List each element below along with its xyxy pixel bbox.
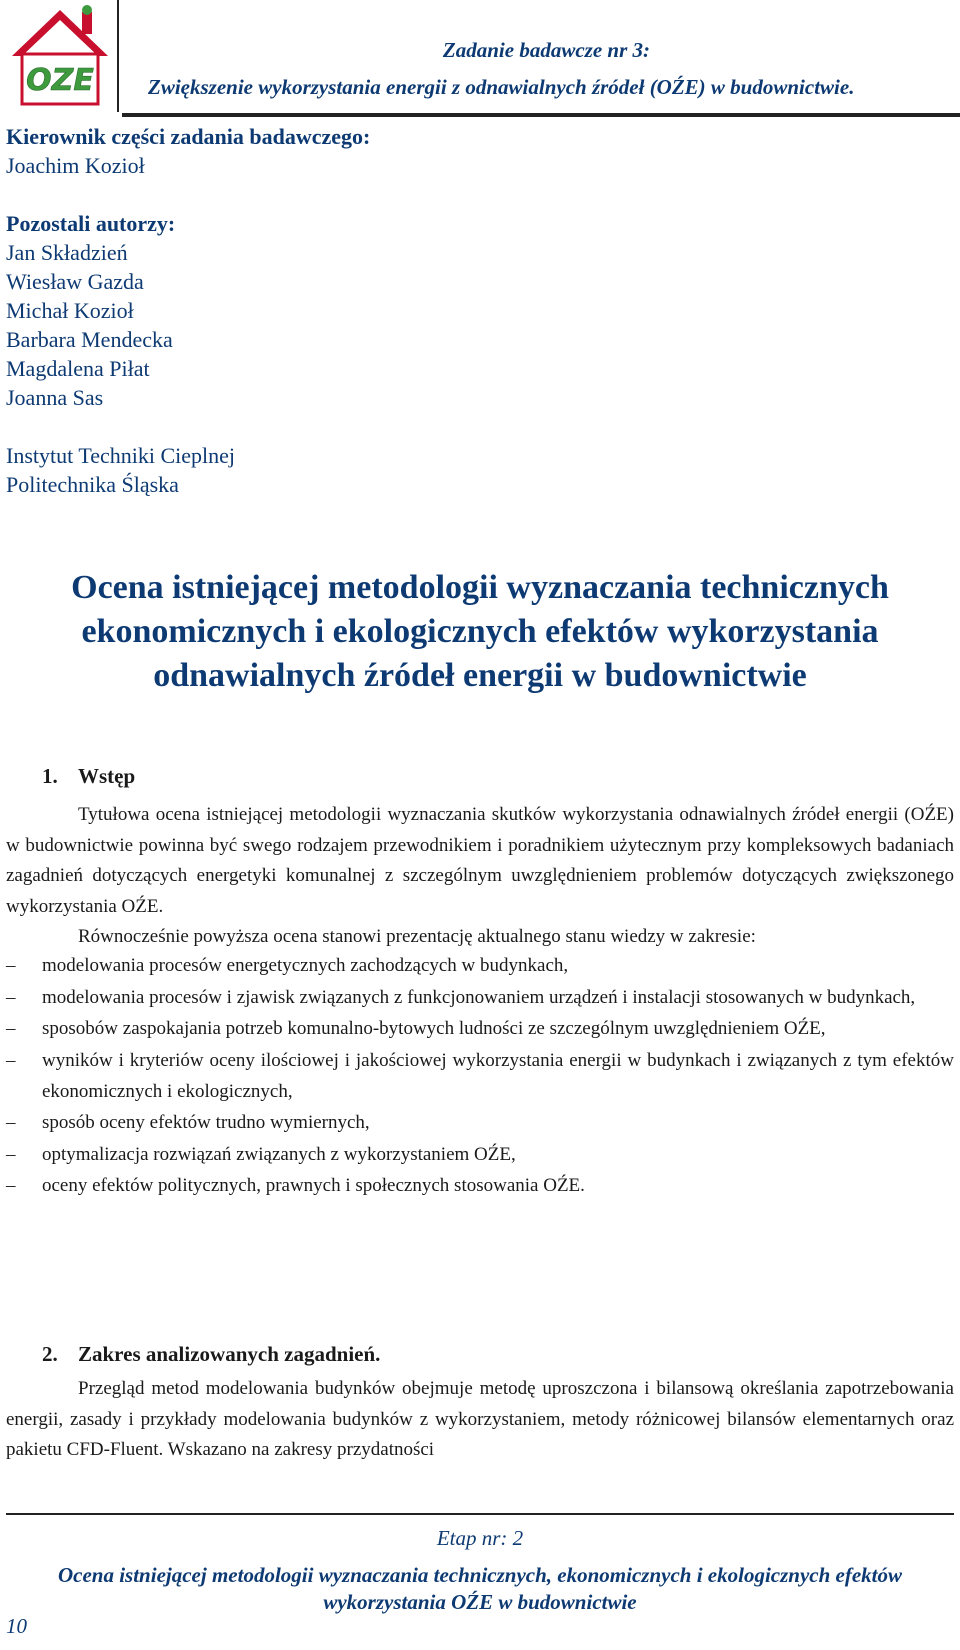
leader-label: Kierownik części zadania badawczego: — [6, 124, 371, 149]
paragraph: Tytułowa ocena istniejącej metodologii wyznaczania skutków wykorzystania odnawialnych źródeł energii (OŹE) w budownictwie powinna być swego rodzajem przewodnikiem i poradnikiem użytecznym przy kompleksowych badaniach zagadnień dotyczących energetyki komunalnej z szczególnym uwzględnieniem problemów dotyczących zwiększonego wykorzystania OŹE. — [6, 804, 954, 917]
title-line: ekonomicznych i ekologicznych efektów wykorzystania — [81, 613, 879, 650]
dash-marker: – — [6, 955, 16, 976]
list-item-text: sposób oceny efektów trudno wymiernych, — [42, 1112, 370, 1133]
task-number: Zadanie badawcze nr 3: — [442, 38, 650, 62]
author-name: Joanna Sas — [6, 385, 104, 410]
author-name: Barbara Mendecka — [6, 327, 173, 352]
bullet-list — [6, 950, 954, 1202]
list-item-text: wyników i kryteriów oceny ilościowej i jakościowej wykorzystania energii w budynkach i związanych z tym efektów ekonomicznych i ekologicznych, — [42, 1049, 954, 1102]
oze-logo — [8, 4, 112, 108]
section-heading — [42, 764, 135, 789]
author-name: Wiesław Gazda — [6, 269, 144, 294]
section-number: 1. — [42, 764, 58, 788]
university: Politechnika Śląska — [6, 472, 179, 497]
section-title: Zakres analizowanych zagadnień. — [78, 1342, 381, 1366]
list-item — [6, 1107, 954, 1138]
author-name: Magdalena Piłat — [6, 356, 150, 381]
task-topic: Zwiększenie wykorzystania energii z odnawialnych źródeł (OŹE) w budownictwie. — [148, 75, 855, 99]
title-line: Ocena istniejącej metodologii wyznaczania technicznych — [71, 569, 889, 606]
footer-rule — [6, 1513, 954, 1515]
page-number: 10 — [6, 1614, 27, 1638]
dash-marker: – — [6, 1143, 16, 1165]
list-item — [6, 950, 954, 981]
author-block — [6, 122, 370, 499]
title-line: odnawialnych źródeł energii w budownictwie — [153, 657, 807, 694]
others-label: Pozostali autorzy: — [6, 211, 176, 236]
section-number: 2. — [42, 1342, 58, 1366]
list-item — [6, 1170, 954, 1201]
dash-marker: – — [6, 1049, 16, 1071]
paragraph: Równocześnie powyższa ocena stanowi prezentację aktualnego stanu wiedzy w zakresie: — [78, 926, 756, 947]
svg-text:OZE: OZE — [26, 63, 94, 98]
list-item-text: optymalizacja rozwiązań związanych z wykorzystaniem OŹE, — [42, 1143, 516, 1165]
footer-title-line: wykorzystania OŹE w budownictwie — [323, 1590, 637, 1614]
section-heading — [42, 1342, 380, 1367]
list-item — [6, 982, 954, 1013]
list-item — [6, 1139, 954, 1170]
list-item-text: oceny efektów politycznych, prawnych i społecznych stosowania OŹE. — [42, 1175, 585, 1196]
footer-title-line: Ocena istniejącej metodologii wyznaczania technicznych, ekonomicznych i ekologicznych efektów — [57, 1563, 903, 1587]
dash-marker: – — [6, 1175, 16, 1196]
list-item — [6, 1045, 954, 1107]
list-item-text: sposobów zaspokajania potrzeb komunalno-bytowych ludności ze szczególnym uwzględnieniem OŹE, — [42, 1018, 826, 1039]
list-item-text: modelowania procesów energetycznych zachodzących w budynkach, — [42, 955, 569, 976]
author-name: Michał Kozioł — [6, 298, 134, 323]
leader-name: Joachim Kozioł — [6, 153, 145, 178]
paragraph: Przegląd metod modelowania budynków obejmuje metodę uproszczona i bilansową określania zapotrzebowania energii, zasady i przykłady modelowania budynków z wykorzystaniem, metody różnicowej bilansów elementarnych oraz pakietu CFD-Fluent. Wskazano na zakresy przydatności — [6, 1378, 954, 1460]
dash-marker: – — [6, 1112, 16, 1133]
section-body — [6, 800, 954, 953]
logo-divider — [117, 0, 119, 112]
footer-stage: Etap nr: 2 — [436, 1526, 524, 1550]
list-item-text: modelowania procesów i zjawisk związanych z funkcjonowaniem urządzeń i instalacji stosowanych w budynkach, — [42, 986, 916, 1008]
footer-title — [0, 1562, 960, 1616]
list-item — [6, 1013, 954, 1044]
dash-marker: – — [6, 986, 16, 1008]
section-body — [6, 1374, 954, 1466]
dash-marker: – — [6, 1018, 16, 1039]
document-title — [0, 566, 960, 698]
section-title: Wstęp — [78, 764, 136, 788]
institute: Instytut Techniki Cieplnej — [6, 443, 236, 468]
author-name: Jan Składzień — [6, 240, 128, 265]
header-rule — [122, 113, 960, 117]
